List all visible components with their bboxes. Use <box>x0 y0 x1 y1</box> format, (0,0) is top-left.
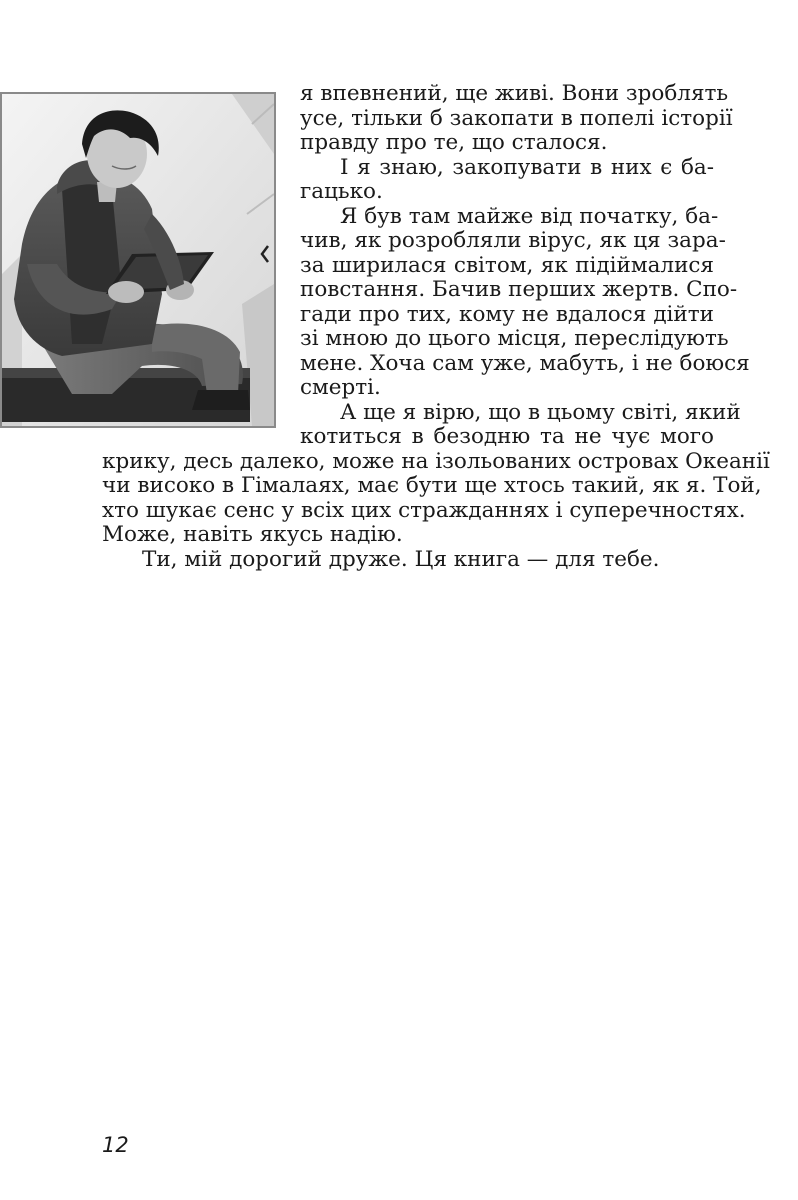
text-line: усе, тільки б закопати в попелі історії <box>300 105 733 131</box>
text-line: смерті. <box>300 375 381 400</box>
text-line: чи високо в Гімалаях, має бути ще хтось такий, як я. Той, <box>102 473 762 498</box>
text-line: котиться в безодню та не чує мого <box>300 424 714 449</box>
text-line: правду про те, що сталося. <box>300 130 608 155</box>
text-line: крику, десь далеко, може на ізольованих островах Океанії <box>102 448 770 474</box>
page-number: 12 <box>102 1133 129 1157</box>
text-line: А ще я вірю, що в цьому світі, який <box>340 399 741 425</box>
text-line: мене. Хоча сам уже, мабуть, і не боюся <box>300 350 750 376</box>
text-line: я впевнений, ще живі. Вони зроблять <box>300 81 729 106</box>
text-line: повстання. Бачив перших жертв. Спо- <box>300 277 738 302</box>
text-line: І я знаю, закопувати в них є ба- <box>340 154 714 180</box>
text-line: Я був там майже від початку, ба- <box>340 203 719 229</box>
text-line: Ти, мій дорогий друже. Ця книга — для тебе. <box>142 546 660 572</box>
text-line: чив, як розробляли вірус, як ця зара- <box>300 228 726 253</box>
text-line: гади про тих, кому не вдалося дійти <box>300 301 714 327</box>
text-line: гацько. <box>300 179 383 204</box>
text-line: зі мною до цього місця, переслідують <box>300 326 729 351</box>
text-line: хто шукає сенс у всіх цих стражданнях і суперечностях. <box>102 497 746 523</box>
text-line: Може, навіть якусь надію. <box>102 522 403 547</box>
text-line: за ширилася світом, як підіймалися <box>300 252 714 278</box>
illustration-young-man-with-tablet <box>0 92 276 428</box>
